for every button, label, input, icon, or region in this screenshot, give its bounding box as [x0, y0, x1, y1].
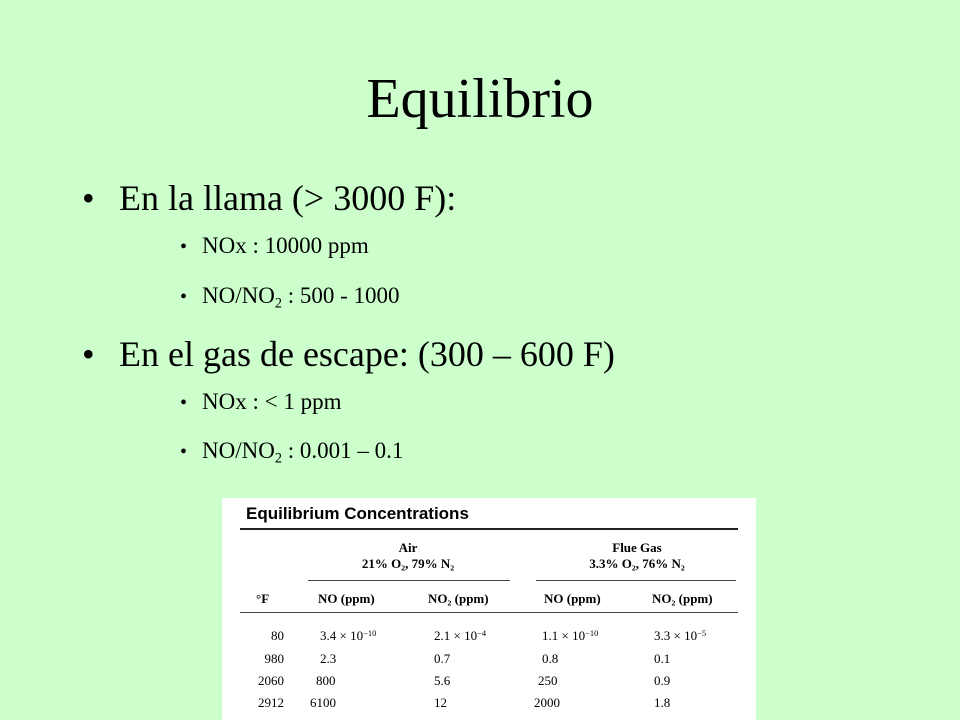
table-top-rule: [240, 528, 738, 530]
cell-air-no2: 5.6: [434, 673, 451, 688]
bullet-exhaust: [82, 333, 615, 375]
bullet-glyph: •: [180, 236, 188, 258]
group-header-flue: [534, 540, 740, 572]
bullet-flame: [82, 177, 456, 219]
bullet-glyph: •: [82, 178, 95, 218]
col-header-flue-no: NO (ppm): [544, 591, 601, 606]
bullet-flame-text: En la llama (> 3000 F):: [119, 178, 457, 218]
cell-flue-no: 2000: [534, 695, 560, 710]
group-flue-name: Flue Gas: [612, 540, 662, 555]
group-flue-rule: [536, 580, 736, 581]
sub-bullet-text-pre: NO/NO: [202, 438, 275, 463]
cell-air-no2: 12: [434, 695, 447, 710]
cell-flue-no2: 1.8: [654, 695, 671, 710]
cell-temp: 980: [264, 651, 284, 666]
cell-air-no: 2.3: [320, 651, 337, 666]
cell-air-no2: 0.7: [434, 651, 451, 666]
cell-flue-no2: $3.3 \times 10^{-5}$: [654, 627, 707, 643]
col-header-air-no: NO (ppm): [318, 591, 375, 606]
slide-title: Equilibrio: [366, 68, 594, 130]
cell-temp: 2912: [258, 695, 284, 710]
col-header-temp: °F: [256, 591, 270, 606]
bullet-glyph: •: [180, 392, 188, 414]
sub-bullet-text-pre: NO/NO: [202, 283, 275, 308]
subscript: 2: [274, 295, 282, 312]
col-header-air-no2: NO₂ (ppm): [428, 591, 489, 606]
cell-flue-no2: 0.1: [654, 651, 671, 666]
sub-bullet-flame-nox: [180, 232, 369, 261]
cell-air-no: 6100: [310, 695, 336, 710]
bullet-glyph: •: [180, 286, 188, 308]
group-header-air: [306, 540, 510, 572]
cell-temp: 80: [271, 628, 284, 643]
equilibrium-table-image: [222, 498, 756, 720]
sub-bullet-text: NOx : < 1 ppm: [202, 389, 342, 414]
cell-flue-no: $1.1 \times 10^{-10}$: [542, 627, 599, 643]
sub-bullet-exhaust-nox: [180, 388, 341, 417]
cell-air-no: $3.4 \times 10^{-10}$: [320, 627, 377, 643]
table-title: Equilibrium Concentrations: [246, 504, 469, 523]
sub-bullet-text-post: : 0.001 – 0.1: [281, 438, 404, 463]
bullet-glyph: •: [82, 334, 95, 374]
sub-bullet-text-post: : 500 - 1000: [281, 283, 400, 308]
cell-flue-no: 0.8: [542, 651, 559, 666]
header-bottom-rule: [240, 612, 738, 613]
cell-flue-no: 250: [538, 673, 558, 688]
cell-air-no: 800: [316, 673, 336, 688]
bullet-exhaust-text: En el gas de escape: (300 – 600 F): [119, 334, 615, 374]
group-flue-composition: 3.3% O₂, 76% N₂: [589, 556, 685, 571]
subscript: 2: [274, 450, 282, 467]
cell-air-no2: $2.1 \times 10^{-4}$: [434, 627, 487, 643]
cell-flue-no2: 0.9: [654, 673, 671, 688]
cell-temp: 2060: [258, 673, 284, 688]
bullet-glyph: •: [180, 441, 188, 463]
group-air-rule: [308, 580, 510, 581]
sub-bullet-text: NOx : 10000 ppm: [202, 233, 369, 258]
sub-bullet-exhaust-ratio: [180, 437, 403, 466]
col-header-flue-no2: NO₂ (ppm): [652, 591, 713, 606]
sub-bullet-flame-ratio: [180, 282, 400, 311]
group-air-composition: 21% O₂, 79% N₂: [361, 556, 455, 571]
group-air-name: Air: [398, 540, 418, 555]
